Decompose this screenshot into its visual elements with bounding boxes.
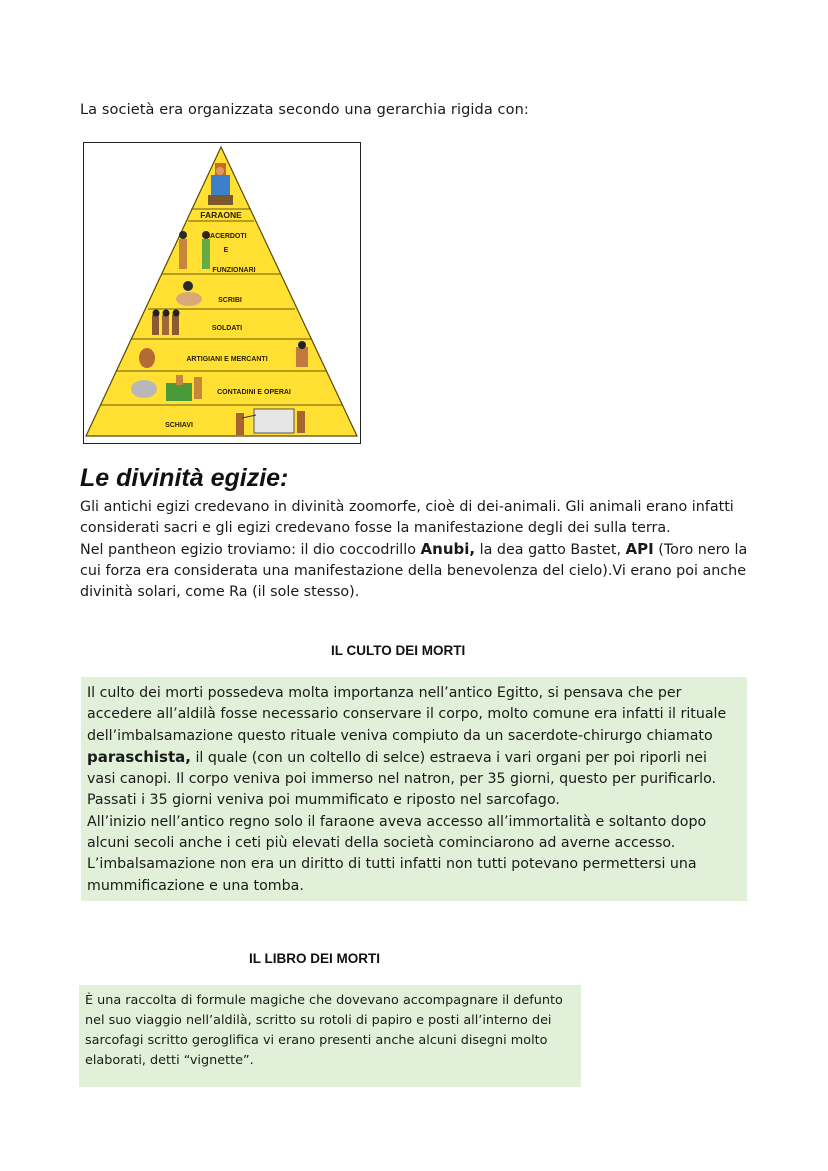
culto-paragraph-3: L’imbalsamazione non era un diritto di tutti infatti non tutti potevano permettersi una mummificazione e una tomba. bbox=[87, 856, 697, 894]
divinita-paragraph bbox=[80, 497, 755, 603]
level-label-schiavi: SCHIAVI bbox=[165, 422, 193, 429]
libro-box bbox=[79, 985, 581, 1087]
level-label-funzionari: FUNZIONARI bbox=[212, 267, 256, 274]
culto-box bbox=[81, 677, 747, 901]
p2-part-a: Nel pantheon egizio troviamo: il dio coccodrillo bbox=[80, 542, 421, 558]
section-title-divinita: Le divinità egizie: bbox=[80, 464, 289, 492]
culto-paragraph-2: All’inizio nell’antico regno solo il faraone aveva accesso all’immortalità e soltanto dopo alcuni secoli anche i ceti più elevati della società cominciarono ad averne accesso. bbox=[87, 813, 707, 852]
divinita-p1: Gli antichi egizi credevano in divinità zoomorfe, cioè di dei-animali. Gli animali erano infatti considerati sacri e gli egizi credevano fosse la manifestazione degli dei sulla terra. bbox=[80, 499, 734, 536]
social-pyramid-figure bbox=[83, 142, 361, 444]
level-label-e: E bbox=[223, 247, 229, 254]
divinita-p2 bbox=[80, 539, 755, 603]
heading-libro: IL LIBRO DEI MORTI bbox=[249, 951, 380, 966]
pyramid-illustration bbox=[84, 143, 359, 442]
culto-t3: il quale (con un coltello di selce) estraeva i vari organi per poi riporli nei vasi canopi. Il corpo veniva poi immerso nel natron, per 35 giorni, questo per purificarlo. Passati i 35 giorni veniva poi mummificato e riposto nel sarcofago. bbox=[87, 749, 717, 809]
p2-part-e: (Toro nero la cui forza era considerata una manifestazione della benevolenza del cielo).Vi erano poi anche divinità solari, come Ra (il sole stesso). bbox=[80, 542, 748, 600]
culto-t1: Il culto dei morti possedeva molta importanza nell’antico Egitto, si pensava che per accedere all’aldilà fosse necessario conservare il corpo, molto comune era infatti il rituale dell’imbalsamazione questo rituale veniva compiuto da un sacerdote-chirurgo chiamato bbox=[87, 685, 727, 744]
libro-text: È una raccolta di formule magiche che dovevano accompagnare il defunto nel suo viaggio nell’aldilà, scritto su rotoli di papiro e posti all’interno dei sarcofagi scritto geroglifica vi erano presenti anche alcuni disegni molto elaborati, detti “vignette”. bbox=[85, 993, 563, 1068]
soldiers-icon bbox=[152, 310, 180, 336]
level-label-artigiani: ARTIGIANI E MERCANTI bbox=[186, 356, 268, 363]
level-label-sacerdoti: SACERDOTI bbox=[205, 233, 247, 240]
intro-text: La società era organizzata secondo una gerarchia rigida con: bbox=[80, 102, 529, 118]
level-label-soldati: SOLDATI bbox=[211, 325, 243, 332]
anubi-bold: Anubi, bbox=[420, 540, 476, 558]
level-label-faraone: FARAONE bbox=[200, 210, 242, 220]
p2-part-c: la dea gatto Bastet, bbox=[475, 542, 626, 558]
paraschista-bold: paraschista, bbox=[87, 747, 191, 766]
culto-paragraph-1 bbox=[87, 683, 739, 812]
heading-culto: IL CULTO DEI MORTI bbox=[331, 643, 466, 658]
level-label-contadini: CONTADINI E OPERAI bbox=[217, 389, 291, 396]
level-label-scribi: SCRIBI bbox=[218, 297, 242, 304]
api-bold: API bbox=[625, 540, 654, 558]
